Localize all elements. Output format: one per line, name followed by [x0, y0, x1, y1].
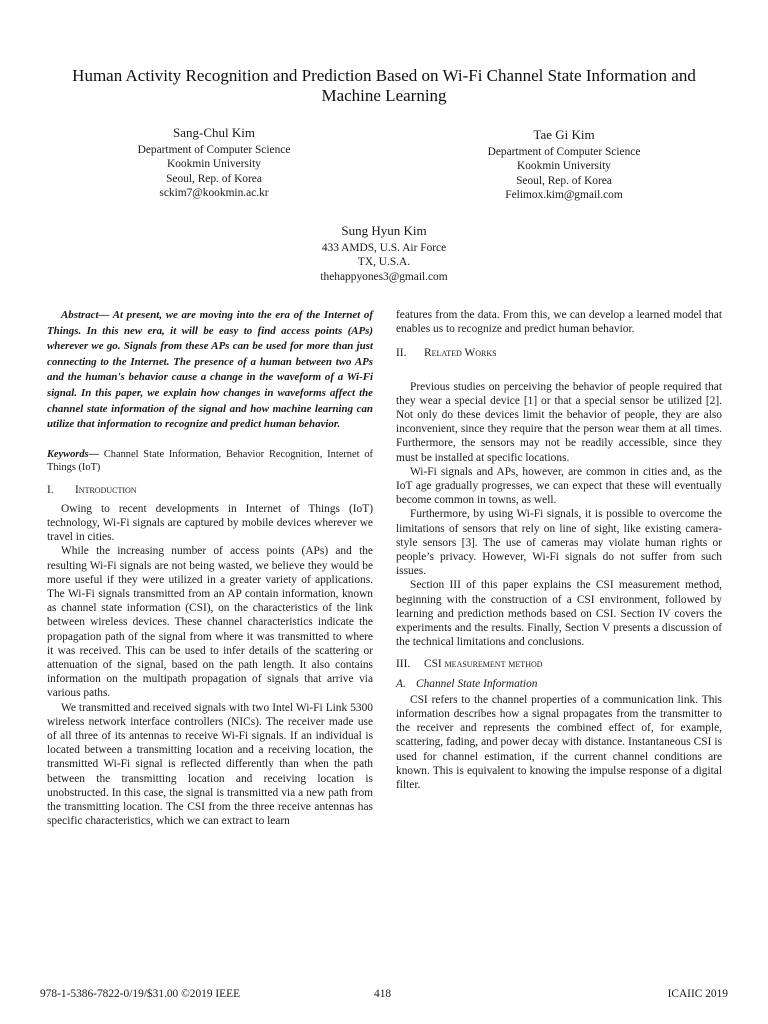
author-email: thehappyones3@gmail.com — [320, 270, 448, 283]
author-block-3 — [254, 222, 514, 284]
section-heading-related-works — [396, 346, 722, 360]
paragraph-continuation: features from the data. From this, we can develop a learned model that enables us to recognize and predict human behavior. — [396, 309, 722, 336]
author-location: Seoul, Rep. of Korea — [166, 172, 262, 185]
author-org: Kookmin University — [167, 158, 261, 171]
section-number: II. — [396, 347, 407, 360]
paragraph: CSI refers to the channel properties of a communication link. This information describes how a signal propagates from the transmitter to the receiver and represents the combined effect of, for example, scattering, fading, and power decay with distance. Instantaneous CSI is used for channel estimation, if the current channel conditions are known. This is equivalent to knowing the impulse response of a digital filter. — [396, 693, 722, 792]
keywords-text: Channel State Information, Behavior Recognition, Internet of Things (IoT) — [47, 448, 373, 474]
right-column — [396, 308, 722, 792]
author-block-1 — [94, 124, 334, 200]
section-number: III. — [396, 658, 411, 671]
author-name: Tae Gi Kim — [533, 127, 595, 142]
author-dept: Department of Computer Science — [487, 146, 641, 158]
subsection-title: Channel State Information — [416, 677, 538, 690]
paragraph: Section III of this paper explains the CSI measurement method, beginning with the construction of a CSI environment, followed by learning and prediction methods based on CSI. Section IV covers the experiments and the results. Finally, Section V presents a discussion of the technical limitations and conclusions. — [396, 579, 722, 649]
author-dept: Department of Computer Science — [137, 144, 291, 156]
author-name: Sang-Chul Kim — [173, 125, 255, 140]
paragraph: Wi-Fi signals and APs, however, are common in cities and, as the IoT age gradually progresses, we can expect that these will eventually become common in towns, as well. — [396, 465, 722, 507]
paragraph: We transmitted and received signals with two Intel Wi-Fi Link 5300 wireless network interface controllers (NICs). The receiver made use of all three of its antennas to receive Wi-Fi signals. If an individual is located between a transmitting location and a receiving location, the transmitted Wi-Fi signal is reflected differently than when the path between the transmitting location and receiving location is unobstructed. In this case, the signal is transmitted via a new path from the transmitting location. The CSI from the three receive antennas has specific characteristics, which we can extract to learn — [47, 701, 373, 828]
paragraph: Furthermore, by using Wi-Fi signals, it is possible to overcome the limitations of sensors that rely on line of sight, like existing camera-style sensors [3]. The use of cameras may violate human rights or people’s privacy. However, Wi-Fi signals do not suffer from such issues. — [396, 508, 722, 578]
footer-copyright: 978-1-5386-7822-0/19/$31.00 ©2019 IEEE — [40, 988, 241, 1000]
abstract-label: Abstract— — [61, 309, 110, 321]
author-location: TX, U.S.A. — [357, 256, 411, 269]
page-number: 418 — [374, 988, 392, 1000]
section-title: Related Works — [424, 347, 497, 360]
subsection-heading — [396, 677, 722, 691]
author-name: Sung Hyun Kim — [341, 223, 427, 238]
abstract — [47, 308, 373, 433]
section-heading-introduction — [47, 483, 373, 497]
section-title: Introduction — [75, 483, 137, 496]
paragraph: While the increasing number of access points (APs) and the resulting Wi-Fi signals are not being wasted, we believe they would be more useful if they were utilized in a greater variety of applications. The Wi-Fi signals transmitted from an AP contain information, known as channel state information (CSI), on the characteristics of the link between wireless devices. These channel characteristics indicate the propagation path of the signal from where it was transmitted to where it was received. This can be used to infer details of the scattering or attenuation of the signal, based on the path length. It also contains information on the multipath propagation of signals that arrive via various paths. — [47, 545, 373, 700]
author-org: Kookmin University — [517, 160, 611, 173]
keywords-label: Keywords— — [47, 448, 99, 460]
section-number: I. — [47, 483, 54, 496]
author-email: sckim7@kookmin.ac.kr — [159, 186, 269, 199]
author-email: Felimox.kim@gmail.com — [505, 188, 623, 201]
author-block-2 — [444, 126, 684, 202]
footer-conference: ICAIIC 2019 — [667, 988, 728, 1000]
section-heading-csi — [396, 657, 722, 671]
author-dept: 433 AMDS, U.S. Air Force — [321, 242, 447, 254]
keywords — [47, 448, 373, 475]
subsection-number: A. — [396, 677, 406, 690]
abstract-text: At present, we are moving into the era of the Internet of Things. In this new era, it will be easy to find access points (APs) wherever we go. Signals from these APs can be used for more than just connecting to the Internet. The presence of a human between two APs and the human's behavior cause a change in the waveform of a Wi-Fi signal. In this paper, we explain how changes in waveforms affect the channel state information of the signal and how machine learning can utilize that information to recognize and predict human behavior. — [47, 309, 373, 431]
paper-title: Human Activity Recognition and Prediction Based on Wi-Fi Channel State Information and Machine Learning — [72, 66, 696, 105]
left-column — [47, 308, 373, 828]
paragraph: Owing to recent developments in Internet of Things (IoT) technology, Wi-Fi signals are captured by mobile devices wherever we travel in cities. — [47, 502, 373, 544]
paragraph: Previous studies on perceiving the behavior of people required that they wear a special device [1] or that a special sensor be utilized [2]. Not only do these devices limit the behavior of people, they are also inconvenient, since they require that the person wear them at all times. Furthermore, the sensors may not be readily accessible, since they must be installed at specific locations. — [396, 380, 722, 464]
author-location: Seoul, Rep. of Korea — [516, 174, 612, 187]
section-title: CSI measurement method — [424, 658, 543, 671]
